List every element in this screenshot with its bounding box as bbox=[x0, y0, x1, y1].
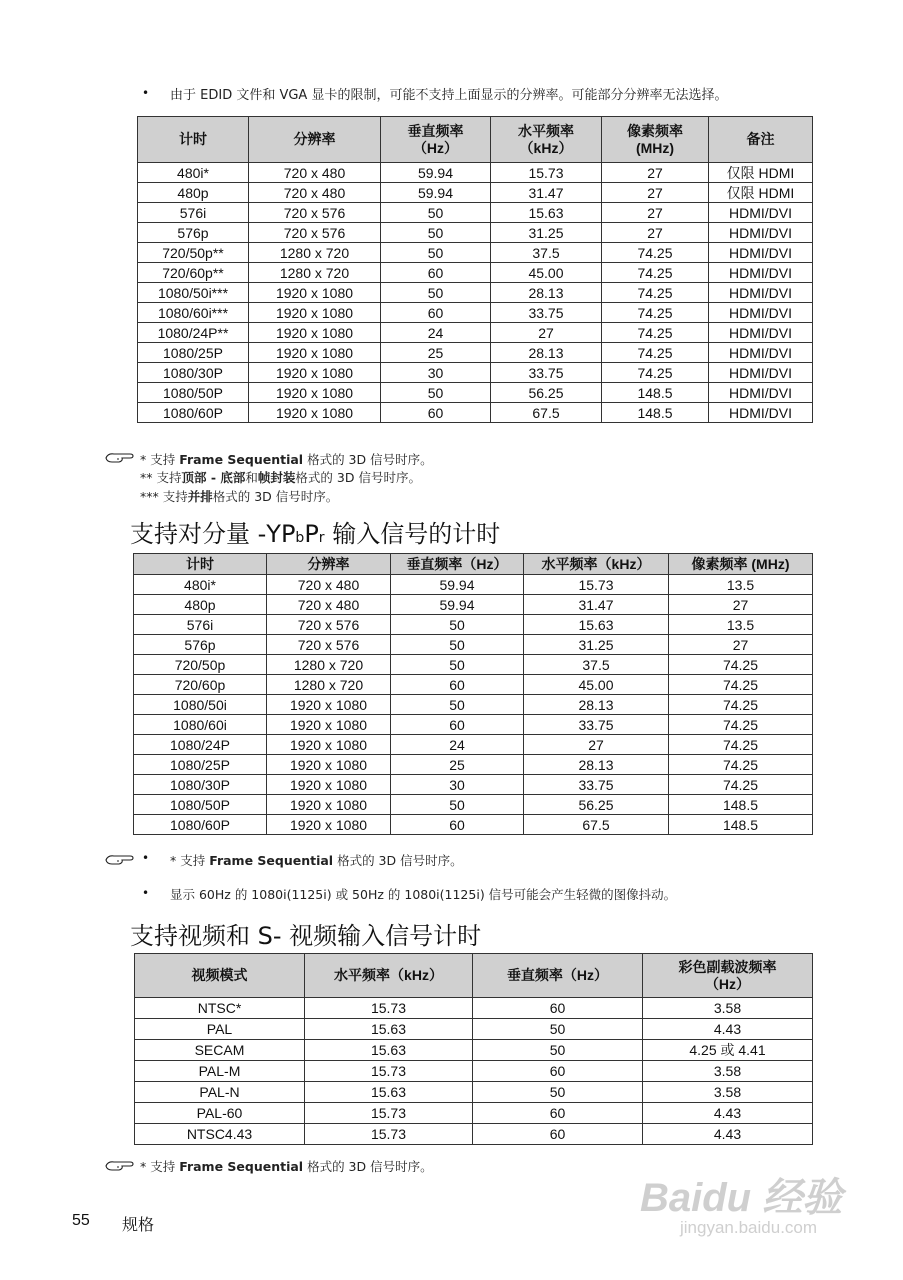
bullet-icon: • bbox=[142, 86, 150, 100]
table-cell: 480i* bbox=[138, 163, 249, 183]
table-row bbox=[138, 243, 813, 263]
table-row bbox=[138, 183, 813, 203]
table-cell: 15.73 bbox=[305, 1124, 473, 1145]
table-row bbox=[134, 675, 813, 695]
table-cell: 74.25 bbox=[602, 283, 709, 303]
table-row bbox=[134, 775, 813, 795]
watermark-url: jingyan.baidu.com bbox=[680, 1218, 818, 1237]
table-cell: 50 bbox=[391, 655, 524, 675]
table-cell: 74.25 bbox=[669, 755, 813, 775]
table-cell: 720/50p** bbox=[138, 243, 249, 263]
table-cell: 1080/30P bbox=[134, 775, 267, 795]
table-cell: 50 bbox=[381, 203, 491, 223]
table-cell: 148.5 bbox=[669, 795, 813, 815]
table-cell: 4.43 bbox=[643, 1124, 813, 1145]
table-cell: 74.25 bbox=[602, 303, 709, 323]
table-cell: 13.5 bbox=[669, 615, 813, 635]
table-row bbox=[135, 998, 813, 1019]
table-cell: 59.94 bbox=[381, 183, 491, 203]
table-cell: PAL-60 bbox=[135, 1103, 305, 1124]
table-cell: 720 x 576 bbox=[249, 223, 381, 243]
column-header: 视频模式 bbox=[135, 954, 305, 998]
note-hand-icon bbox=[104, 1157, 138, 1173]
table-cell: 33.75 bbox=[524, 715, 669, 735]
table-cell: 720/60p bbox=[134, 675, 267, 695]
table-cell: 15.63 bbox=[524, 615, 669, 635]
table-row bbox=[134, 795, 813, 815]
table-cell: 30 bbox=[391, 775, 524, 795]
table-row bbox=[134, 615, 813, 635]
pc-timing-table bbox=[137, 116, 813, 423]
table-cell: 4.43 bbox=[643, 1103, 813, 1124]
table-cell: 27 bbox=[491, 323, 602, 343]
table-cell: 60 bbox=[381, 403, 491, 423]
table-cell: 28.13 bbox=[524, 755, 669, 775]
table-cell: NTSC4.43 bbox=[135, 1124, 305, 1145]
table-cell: 74.25 bbox=[669, 655, 813, 675]
table-cell: 45.00 bbox=[524, 675, 669, 695]
column-header: 垂直频率 （Hz） bbox=[381, 117, 491, 163]
table-cell: 720 x 480 bbox=[249, 163, 381, 183]
table-row bbox=[138, 343, 813, 363]
table-cell: 74.25 bbox=[602, 263, 709, 283]
table-cell: 720 x 480 bbox=[267, 575, 391, 595]
table-cell: 1920 x 1080 bbox=[249, 363, 381, 383]
column-header: 计时 bbox=[134, 554, 267, 575]
table-cell: 1920 x 1080 bbox=[249, 383, 381, 403]
table-row bbox=[138, 163, 813, 183]
table-row bbox=[134, 755, 813, 775]
table-cell: HDMI/DVI bbox=[709, 323, 813, 343]
table-cell: 1920 x 1080 bbox=[267, 695, 391, 715]
table-cell: 31.25 bbox=[524, 635, 669, 655]
note-hand-icon bbox=[104, 851, 138, 867]
table-cell: 50 bbox=[391, 695, 524, 715]
table-cell: 50 bbox=[391, 615, 524, 635]
table-cell: 148.5 bbox=[602, 403, 709, 423]
table-cell: 1080/24P bbox=[134, 735, 267, 755]
table-cell: 15.73 bbox=[305, 998, 473, 1019]
table-row bbox=[135, 1103, 813, 1124]
table-cell: 56.25 bbox=[491, 383, 602, 403]
page-number: 55 bbox=[72, 1212, 90, 1229]
column-header: 像素频率 (MHz) bbox=[602, 117, 709, 163]
t1-note-1: * 支持 Frame Sequential 格式的 3D 信号时序。 bbox=[140, 452, 433, 467]
table-cell: 60 bbox=[391, 715, 524, 735]
column-header: 水平频率（kHz） bbox=[524, 554, 669, 575]
table-cell: 1080/24P** bbox=[138, 323, 249, 343]
table-cell: 1920 x 1080 bbox=[267, 735, 391, 755]
note-hand-icon bbox=[104, 449, 138, 465]
watermark-brand: Baidu 经验 bbox=[640, 1176, 843, 1220]
table-row bbox=[138, 323, 813, 343]
video-timing-table bbox=[134, 953, 813, 1145]
table-cell: 30 bbox=[381, 363, 491, 383]
table-cell: 59.94 bbox=[391, 595, 524, 615]
table-cell: 74.25 bbox=[602, 243, 709, 263]
table-cell: 720 x 480 bbox=[267, 595, 391, 615]
table-cell: 50 bbox=[381, 383, 491, 403]
table-cell: 27 bbox=[602, 223, 709, 243]
column-header: 备注 bbox=[709, 117, 813, 163]
table-cell: 28.13 bbox=[524, 695, 669, 715]
component-timing-table bbox=[133, 553, 813, 835]
table-cell: 37.5 bbox=[491, 243, 602, 263]
table-cell: 720 x 480 bbox=[249, 183, 381, 203]
table-cell: 576i bbox=[134, 615, 267, 635]
table-row bbox=[134, 735, 813, 755]
bullet-icon: • bbox=[142, 886, 150, 900]
table-cell: 60 bbox=[391, 675, 524, 695]
table-row bbox=[138, 363, 813, 383]
table-cell: 576p bbox=[134, 635, 267, 655]
table-cell: 60 bbox=[473, 1061, 643, 1082]
table-cell: 56.25 bbox=[524, 795, 669, 815]
table-cell: 1280 x 720 bbox=[249, 243, 381, 263]
table-cell: 31.25 bbox=[491, 223, 602, 243]
bullet-icon: • bbox=[142, 851, 150, 865]
intro-note: 由于 EDID 文件和 VGA 显卡的限制，可能不支持上面显示的分辨率。可能部分分辨率无法选择。 bbox=[170, 88, 728, 103]
table-cell: 1920 x 1080 bbox=[249, 283, 381, 303]
table-cell: 1920 x 1080 bbox=[249, 403, 381, 423]
table-cell: HDMI/DVI bbox=[709, 243, 813, 263]
column-header: 彩色副载波频率 （Hz） bbox=[643, 954, 813, 998]
t1-note-2: ** 支持顶部 - 底部和帧封装格式的 3D 信号时序。 bbox=[140, 470, 421, 485]
table-cell: 60 bbox=[473, 1103, 643, 1124]
table-cell: SECAM bbox=[135, 1040, 305, 1061]
table-cell: 720 x 576 bbox=[249, 203, 381, 223]
table-cell: 27 bbox=[602, 163, 709, 183]
section-title-video: 支持视频和 S- 视频输入信号计时 bbox=[130, 922, 482, 950]
table-cell: 28.13 bbox=[491, 343, 602, 363]
table-cell: 33.75 bbox=[491, 303, 602, 323]
table-cell: 27 bbox=[602, 203, 709, 223]
table-cell: 15.73 bbox=[491, 163, 602, 183]
table-cell: 67.5 bbox=[491, 403, 602, 423]
column-header: 分辨率 bbox=[267, 554, 391, 575]
table-row bbox=[138, 303, 813, 323]
table-cell: 60 bbox=[473, 1124, 643, 1145]
table-cell: HDMI/DVI bbox=[709, 343, 813, 363]
table-cell: 15.63 bbox=[305, 1082, 473, 1103]
table-cell: HDMI/DVI bbox=[709, 303, 813, 323]
table-cell: 74.25 bbox=[669, 715, 813, 735]
table-row bbox=[138, 203, 813, 223]
table-cell: 720/60p** bbox=[138, 263, 249, 283]
table-cell: 50 bbox=[391, 635, 524, 655]
table-row bbox=[134, 655, 813, 675]
table-cell: 1920 x 1080 bbox=[267, 755, 391, 775]
table-cell: 60 bbox=[381, 303, 491, 323]
table-cell: 576p bbox=[138, 223, 249, 243]
table-cell: 1280 x 720 bbox=[267, 675, 391, 695]
table-cell: 15.63 bbox=[305, 1019, 473, 1040]
table-cell: 31.47 bbox=[524, 595, 669, 615]
table-cell: 50 bbox=[473, 1082, 643, 1103]
table-cell: 576i bbox=[138, 203, 249, 223]
table-cell: 74.25 bbox=[669, 735, 813, 755]
table-cell: 1920 x 1080 bbox=[267, 795, 391, 815]
table-cell: 50 bbox=[391, 795, 524, 815]
table-cell: 33.75 bbox=[491, 363, 602, 383]
column-header: 像素频率 (MHz) bbox=[669, 554, 813, 575]
table-cell: 60 bbox=[473, 998, 643, 1019]
table-cell: 59.94 bbox=[381, 163, 491, 183]
table-cell: 4.43 bbox=[643, 1019, 813, 1040]
table-cell: HDMI/DVI bbox=[709, 223, 813, 243]
table-cell: 148.5 bbox=[602, 383, 709, 403]
table-cell: HDMI/DVI bbox=[709, 403, 813, 423]
table-cell: 1080/50P bbox=[138, 383, 249, 403]
table-cell: 仅限 HDMI bbox=[709, 163, 813, 183]
table-cell: 1080/60P bbox=[134, 815, 267, 835]
table-cell: 74.25 bbox=[669, 775, 813, 795]
table-cell: 1080/60i bbox=[134, 715, 267, 735]
column-header: 计时 bbox=[138, 117, 249, 163]
table-row bbox=[138, 263, 813, 283]
table-row bbox=[138, 223, 813, 243]
table-cell: 3.58 bbox=[643, 1061, 813, 1082]
table-cell: 27 bbox=[669, 635, 813, 655]
table-cell: 50 bbox=[473, 1019, 643, 1040]
table-row bbox=[135, 1082, 813, 1103]
t3-note-1: * 支持 Frame Sequential 格式的 3D 信号时序。 bbox=[140, 1159, 433, 1174]
table-cell: 1920 x 1080 bbox=[267, 775, 391, 795]
table-cell: 1080/60i*** bbox=[138, 303, 249, 323]
table-cell: HDMI/DVI bbox=[709, 363, 813, 383]
table-cell: 33.75 bbox=[524, 775, 669, 795]
table-cell: 27 bbox=[524, 735, 669, 755]
table-cell: 37.5 bbox=[524, 655, 669, 675]
table-cell: 74.25 bbox=[669, 695, 813, 715]
column-header: 水平频率（kHz） bbox=[305, 954, 473, 998]
table-row bbox=[135, 1040, 813, 1061]
column-header: 水平频率 （kHz） bbox=[491, 117, 602, 163]
table-row bbox=[134, 635, 813, 655]
table-cell: 15.63 bbox=[305, 1040, 473, 1061]
table-cell: 15.73 bbox=[305, 1103, 473, 1124]
table-row bbox=[138, 283, 813, 303]
table-cell: 28.13 bbox=[491, 283, 602, 303]
table-cell: 1920 x 1080 bbox=[249, 323, 381, 343]
table-cell: HDMI/DVI bbox=[709, 203, 813, 223]
table-cell: 1080/50P bbox=[134, 795, 267, 815]
table-cell: PAL bbox=[135, 1019, 305, 1040]
table-cell: 15.63 bbox=[491, 203, 602, 223]
table-cell: 74.25 bbox=[602, 363, 709, 383]
table-cell: 1280 x 720 bbox=[249, 263, 381, 283]
column-header: 垂直频率（Hz） bbox=[391, 554, 524, 575]
table-cell: 1080/50i bbox=[134, 695, 267, 715]
table-cell: HDMI/DVI bbox=[709, 283, 813, 303]
table-row bbox=[135, 1124, 813, 1145]
table-row bbox=[138, 403, 813, 423]
table-cell: 50 bbox=[381, 243, 491, 263]
table-cell: 1920 x 1080 bbox=[249, 343, 381, 363]
table-cell: HDMI/DVI bbox=[709, 263, 813, 283]
table-row bbox=[135, 1019, 813, 1040]
table-cell: HDMI/DVI bbox=[709, 383, 813, 403]
table-cell: 1920 x 1080 bbox=[267, 715, 391, 735]
table-cell: 4.25 或 4.41 bbox=[643, 1040, 813, 1061]
table-cell: 74.25 bbox=[669, 675, 813, 695]
table-cell: 15.73 bbox=[305, 1061, 473, 1082]
table-cell: 27 bbox=[602, 183, 709, 203]
section-title-component: 支持对分量 -YPbPr 输入信号的计时 bbox=[130, 520, 501, 548]
table-cell: 15.73 bbox=[524, 575, 669, 595]
table-cell: 1080/30P bbox=[138, 363, 249, 383]
table-cell: 720 x 576 bbox=[267, 635, 391, 655]
column-header: 垂直频率（Hz） bbox=[473, 954, 643, 998]
t2-note-1: * 支持 Frame Sequential 格式的 3D 信号时序。 bbox=[170, 853, 463, 868]
table-cell: 13.5 bbox=[669, 575, 813, 595]
table-cell: 67.5 bbox=[524, 815, 669, 835]
table-cell: 1280 x 720 bbox=[267, 655, 391, 675]
table-cell: 1080/50i*** bbox=[138, 283, 249, 303]
table-cell: 60 bbox=[381, 263, 491, 283]
table-row bbox=[134, 815, 813, 835]
table-cell: 74.25 bbox=[602, 323, 709, 343]
t1-note-3: *** 支持并排格式的 3D 信号时序。 bbox=[140, 489, 339, 504]
table-cell: 59.94 bbox=[391, 575, 524, 595]
table-cell: 25 bbox=[381, 343, 491, 363]
table-cell: 3.58 bbox=[643, 998, 813, 1019]
table-row bbox=[135, 1061, 813, 1082]
table-cell: 24 bbox=[381, 323, 491, 343]
table-cell: 50 bbox=[381, 223, 491, 243]
table-cell: PAL-N bbox=[135, 1082, 305, 1103]
section-label: 规格 bbox=[122, 1215, 155, 1234]
table-cell: 480i* bbox=[134, 575, 267, 595]
table-cell: 480p bbox=[138, 183, 249, 203]
table-cell: 50 bbox=[473, 1040, 643, 1061]
table-cell: 720 x 576 bbox=[267, 615, 391, 635]
table-cell: 1080/25P bbox=[138, 343, 249, 363]
table-row bbox=[134, 695, 813, 715]
table-cell: NTSC* bbox=[135, 998, 305, 1019]
table-cell: 仅限 HDMI bbox=[709, 183, 813, 203]
table-cell: 1080/60P bbox=[138, 403, 249, 423]
table-cell: 45.00 bbox=[491, 263, 602, 283]
table-cell: 1920 x 1080 bbox=[249, 303, 381, 323]
table-cell: PAL-M bbox=[135, 1061, 305, 1082]
column-header: 分辨率 bbox=[249, 117, 381, 163]
table-cell: 720/50p bbox=[134, 655, 267, 675]
table-cell: 24 bbox=[391, 735, 524, 755]
table-cell: 3.58 bbox=[643, 1082, 813, 1103]
table-row bbox=[138, 383, 813, 403]
t2-note-2: 显示 60Hz 的 1080i(1125i) 或 50Hz 的 1080i(1125i) 信号可能会产生轻微的图像抖动。 bbox=[170, 887, 677, 902]
table-cell: 27 bbox=[669, 595, 813, 615]
table-cell: 480p bbox=[134, 595, 267, 615]
table-row bbox=[134, 595, 813, 615]
table-cell: 31.47 bbox=[491, 183, 602, 203]
table-cell: 1080/25P bbox=[134, 755, 267, 775]
table-cell: 60 bbox=[391, 815, 524, 835]
table-cell: 148.5 bbox=[669, 815, 813, 835]
table-cell: 1920 x 1080 bbox=[267, 815, 391, 835]
table-cell: 74.25 bbox=[602, 343, 709, 363]
table-row bbox=[134, 575, 813, 595]
table-cell: 25 bbox=[391, 755, 524, 775]
table-row bbox=[134, 715, 813, 735]
table-cell: 50 bbox=[381, 283, 491, 303]
